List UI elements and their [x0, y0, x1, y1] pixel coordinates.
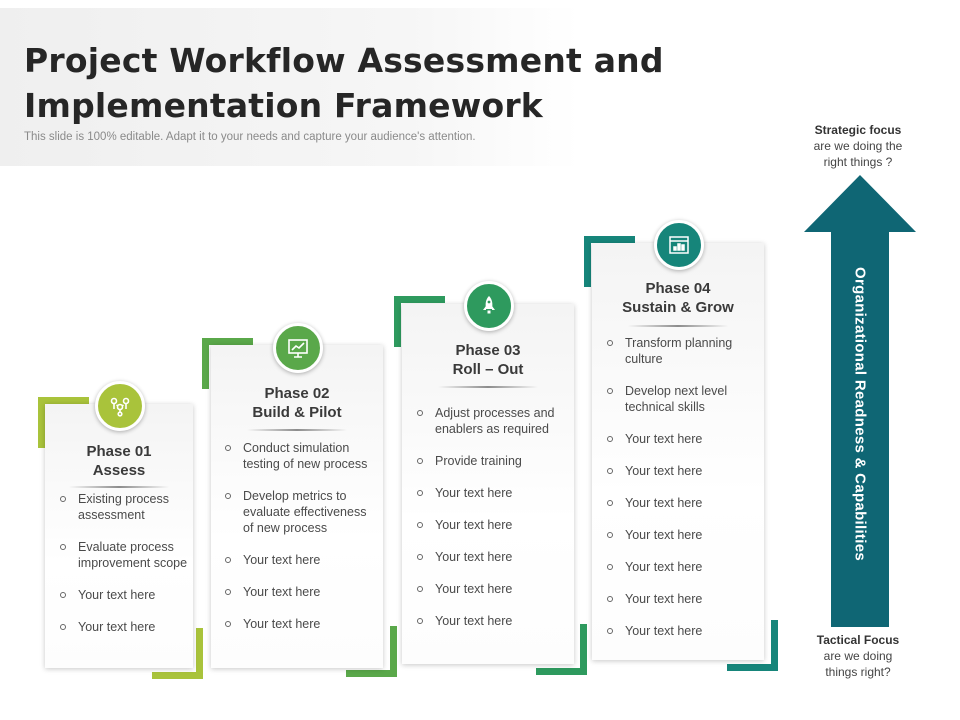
phase-03-number: Phase 03 — [455, 342, 521, 359]
rocket-icon — [464, 281, 514, 331]
list-item: Your text here — [605, 463, 753, 479]
title-line-2: Implementation Framework — [24, 86, 543, 125]
phase-03-card — [402, 304, 574, 664]
phase-02-name: Build & Pilot — [252, 404, 342, 421]
list-item: Develop next level technical skills — [605, 383, 753, 415]
title-line-1: Project Workflow Assessment and — [24, 41, 664, 80]
phase-02-divider — [247, 429, 347, 431]
phase-03-name: Roll – Out — [452, 361, 524, 378]
phase-03-divider — [438, 386, 538, 388]
list-item: Your text here — [415, 485, 563, 501]
list-item: Your text here — [223, 584, 371, 600]
phase-02-list — [223, 440, 371, 648]
list-item: Your text here — [58, 587, 188, 603]
phase-02-number: Phase 02 — [264, 385, 330, 402]
page-title — [24, 38, 664, 128]
presentation-chart-icon — [273, 323, 323, 373]
list-item: Your text here — [415, 517, 563, 533]
tactical-focus-line-1: are we doing — [823, 649, 893, 663]
strategic-focus-line-2: right things ? — [823, 155, 893, 169]
list-item: Existing process assessment — [58, 491, 188, 523]
list-item: Your text here — [605, 623, 753, 639]
team-network-icon — [95, 381, 145, 431]
list-item: Your text here — [223, 552, 371, 568]
strategic-focus — [780, 122, 936, 170]
list-item: Your text here — [605, 495, 753, 511]
phase-04-list — [605, 335, 753, 655]
list-item: Your text here — [415, 581, 563, 597]
tactical-focus-line-2: things right? — [825, 665, 891, 679]
list-item: Evaluate process improvement scope — [58, 539, 188, 571]
strategic-focus-head: Strategic focus — [814, 123, 902, 137]
list-item: Your text here — [605, 431, 753, 447]
list-item: Develop metrics to evaluate effectiveness of new process — [223, 488, 371, 536]
list-item: Your text here — [605, 527, 753, 543]
arrow-label: Organizational Readness & Capabilities — [851, 267, 869, 561]
list-item: Adjust processes and enablers as required — [415, 405, 563, 437]
list-item: Your text here — [223, 616, 371, 632]
dashboard-chart-icon — [654, 220, 704, 270]
list-item: Transform planning culture — [605, 335, 753, 367]
strategic-focus-line-1: are we doing the — [813, 139, 903, 153]
page-subtitle: This slide is 100% editable. Adapt it to your needs and capture your audience's attention. — [24, 131, 476, 143]
list-item: Your text here — [415, 613, 563, 629]
tactical-focus — [780, 632, 936, 680]
phase-03-list — [415, 405, 563, 645]
list-item: Provide training — [415, 453, 563, 469]
list-item: Your text here — [415, 549, 563, 565]
tactical-focus-head: Tactical Focus — [816, 633, 900, 647]
phase-04-card — [592, 243, 764, 660]
phase-01-number: Phase 01 — [86, 443, 152, 460]
phase-01-list — [58, 491, 188, 651]
phase-04-name: Sustain & Grow — [622, 299, 734, 316]
phase-01-name: Assess — [92, 462, 146, 479]
phase-01-divider — [69, 486, 169, 488]
phase-04-divider — [628, 325, 728, 327]
phase-02-card — [211, 345, 383, 668]
phase-04-number: Phase 04 — [645, 280, 711, 297]
list-item: Conduct simulation testing of new process — [223, 440, 371, 472]
phase-03-title — [402, 341, 574, 379]
phase-01-card — [45, 404, 193, 668]
phase-01-title — [45, 442, 193, 480]
list-item: Your text here — [605, 559, 753, 575]
list-item: Your text here — [605, 591, 753, 607]
phase-04-title — [592, 279, 764, 317]
phase-02-title — [211, 384, 383, 422]
list-item: Your text here — [58, 619, 188, 635]
